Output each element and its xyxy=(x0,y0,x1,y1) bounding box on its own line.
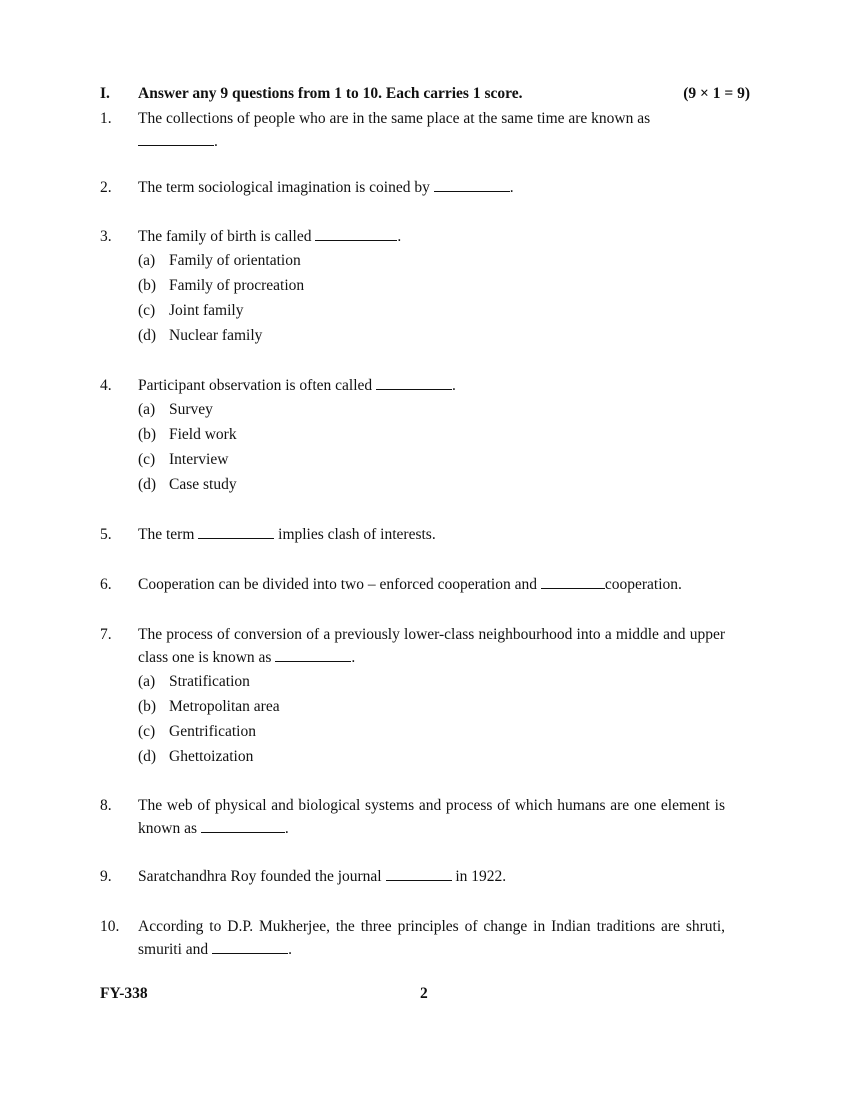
question-6 xyxy=(100,573,725,596)
question-text: Participant observation is often called . xyxy=(138,377,456,394)
question-number: 4. xyxy=(100,377,112,394)
question-7 xyxy=(100,623,725,769)
question-number: 5. xyxy=(100,526,112,543)
question-number: 7. xyxy=(100,626,112,643)
question-3 xyxy=(100,225,725,348)
question-number: 1. xyxy=(100,110,112,127)
option-b: (b) Family of procreation xyxy=(138,277,305,294)
answer-blank xyxy=(386,866,452,881)
option-b: (b) Field work xyxy=(138,426,237,443)
option-d: (d) Ghettoization xyxy=(138,748,254,765)
section-score: (9 × 1 = 9) xyxy=(683,85,750,102)
question-number: 8. xyxy=(100,797,112,814)
page-number: 2 xyxy=(420,985,428,1002)
answer-blank xyxy=(376,375,452,390)
question-number: 10. xyxy=(100,918,120,935)
section-instruction: Answer any 9 questions from 1 to 10. Each carries 1 score. xyxy=(138,85,523,102)
question-text: According to D.P. Mukherjee, the three principles of change in Indian traditions are shruti, smuriti and . xyxy=(138,918,725,958)
answer-blank xyxy=(198,524,274,539)
question-text: Saratchandhra Roy founded the journal in 1922. xyxy=(138,868,507,885)
answer-blank xyxy=(201,818,285,833)
question-text: The collections of people who are in the same place at the same time are known as . xyxy=(138,110,651,150)
option-b: (b) Metropolitan area xyxy=(138,698,280,715)
option-c: (c) Interview xyxy=(138,451,229,468)
question-8 xyxy=(100,794,725,840)
question-number: 9. xyxy=(100,868,112,885)
question-text: The term sociological imagination is coined by . xyxy=(138,179,514,196)
question-text: The process of conversion of a previously lower-class neighbourhood into a middle and upper class one is known as . xyxy=(138,626,725,666)
question-10 xyxy=(100,915,725,961)
question-1 xyxy=(100,107,725,153)
question-text: The web of physical and biological systems and process of which humans are one element is known as . xyxy=(138,797,725,837)
answer-blank xyxy=(212,939,288,954)
option-a: (a) Family of orientation xyxy=(138,252,301,269)
option-c: (c) Joint family xyxy=(138,302,244,319)
question-4 xyxy=(100,374,725,497)
question-9 xyxy=(100,865,725,888)
question-5 xyxy=(100,523,725,546)
option-c: (c) Gentrification xyxy=(138,723,256,740)
question-number: 3. xyxy=(100,228,112,245)
option-d: (d) Case study xyxy=(138,476,237,493)
question-text: The term implies clash of interests. xyxy=(138,526,436,543)
answer-blank xyxy=(434,177,510,192)
answer-blank xyxy=(315,226,397,241)
question-2 xyxy=(100,176,725,199)
answer-blank xyxy=(541,574,605,589)
section-number: I. xyxy=(100,85,110,102)
question-text: The family of birth is called . xyxy=(138,228,402,245)
question-number: 2. xyxy=(100,179,112,196)
question-text: Cooperation can be divided into two – enforced cooperation and cooperation. xyxy=(138,576,682,593)
answer-blank xyxy=(275,647,351,662)
answer-blank xyxy=(138,131,214,146)
question-number: 6. xyxy=(100,576,112,593)
option-a: (a) Survey xyxy=(138,401,213,418)
exam-code: FY-338 xyxy=(100,985,148,1002)
option-d: (d) Nuclear family xyxy=(138,327,263,344)
option-a: (a) Stratification xyxy=(138,673,250,690)
